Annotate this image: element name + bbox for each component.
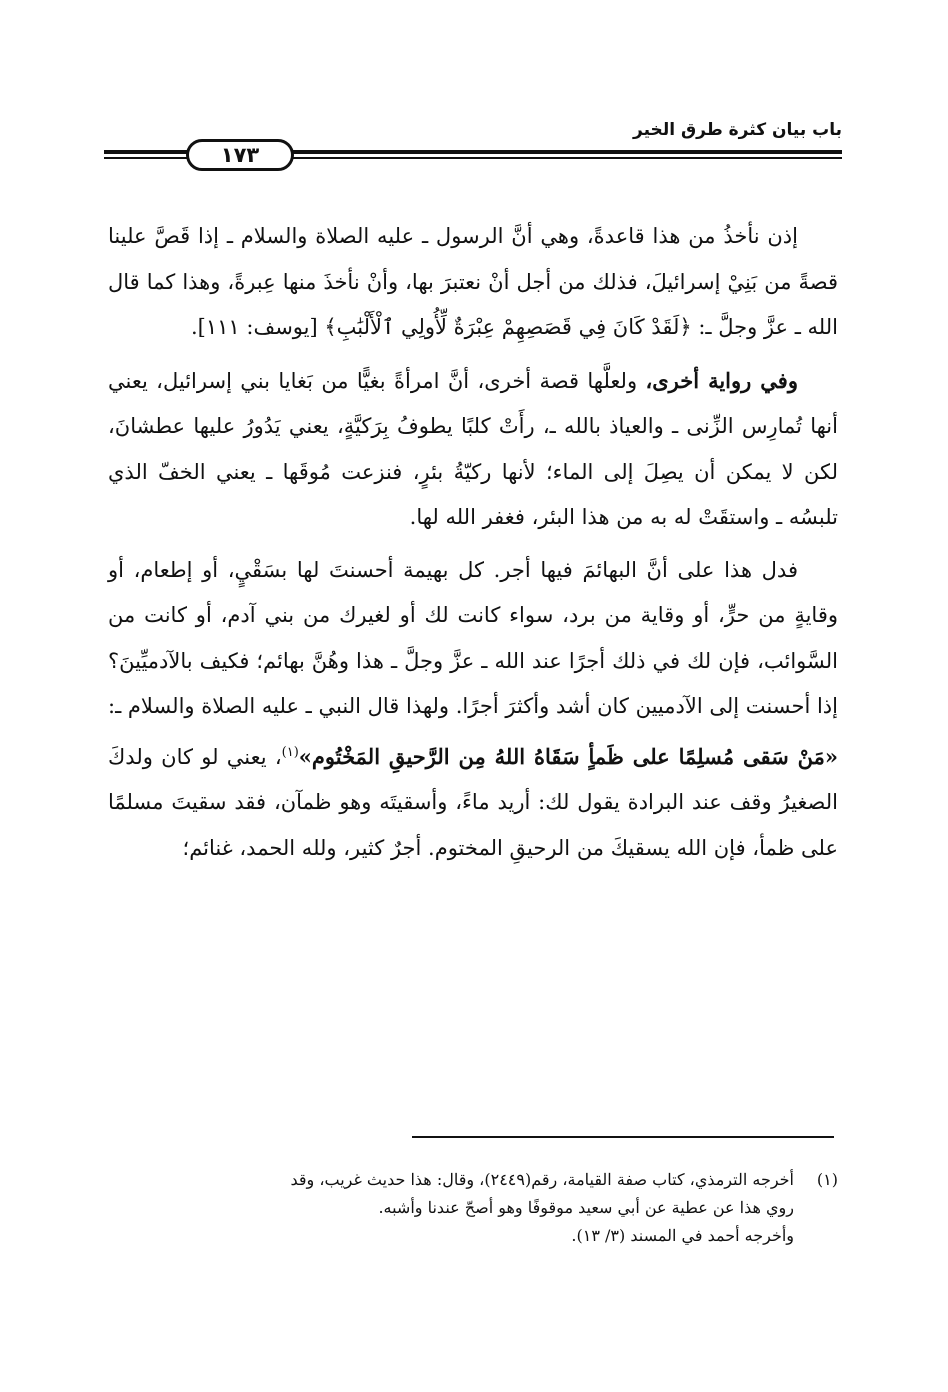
footnote-1-line-3: وأخرجه أحمد في المسند (٣/ ١٣). [571,1226,794,1245]
footnote-separator [412,1136,834,1138]
paragraph-1: إذن نأخذُ من هذا قاعدةً، وهي أنَّ الرسول ـ عليه الصلاة والسلام ـ إذا قَصَّ علينا قصةً من بَنِيْ إسرائيلَ، فذلك من أجل أنْ نعتبرَ بها، وأنْ نأخذَ منها عِبرةً، وهذا كما قال الله ـ عزَّ وجلَّ ـ: ﴿لَقَدْ كَانَ فِي قَصَصِهِمْ عِبْرَةٌ لِّأُولِي ٱلْأَلْبَٰبِ﴾ [يوسف: ١١١]. [108,224,838,339]
main-text [108,214,838,871]
running-title: باب بيان كثرة طرق الخير [633,120,842,140]
page-number-badge: ١٧٣ [186,139,294,171]
footnote-1-line-1 [108,1166,838,1194]
paragraph-2-text: ولعلَّها قصة أخرى، أنَّ امرأةً بغيًّا من بَغايا بني إسرائيل، يعني أنها تُمارِس الزِّنى ـ والعياذ بالله ـ، رأَتْ كلبًا يطوفُ بِرَكيَّةٍ، يعني يَدُورُ عليها عطشانَ، لكن لا يمكن أن يصِلَ إلى الماء؛ لأنها ركيّةُ بئرٍ، فنزعت مُوقَها ـ يعني الخفّ الذي تلبسُه ـ واستقَتْ له به من هذا البئر، فغفر الله لها. [108,368,838,529]
paragraph-3-text-b: ، يعني لو كان ولدكَ الصغيرُ وقف عند البرادة يقول لك: أريد ماءً، وأسقيتَه وهو ظمآن، فقد سقيتَ مسلمًا على ظمأ، فإن الله يسقيكَ من الرحيقِ المختوم. أجرٌ كثير، ولله الحمد، غنائم؛ [108,744,838,860]
footnote-1-number: (١) [816,1170,838,1189]
page-header [104,118,842,178]
hadith-quote: «مَنْ سَقى مُسلِمًا على ظَمأٍ سَقَاهُ اللهُ مِن الرَّحيقِ المَخْتُوم» [298,743,838,769]
paragraph-2-lead: وفي رواية أخرى، [645,367,798,393]
footnote-1-line-2: روي هذا عن عطية عن أبي سعيد موقوفًا وهو أصحّ عندنا وأشبه. [378,1198,794,1217]
footnotes [108,1166,838,1250]
footnote-1-text-1: أخرجه الترمذي، كتاب صفة القيامة، رقم(٢٤٤٩)، وقال: هذا حديث غريب، وقد [290,1170,794,1189]
paragraph-2 [108,358,838,541]
paragraph-3 [108,548,838,872]
paragraph-3-text-a: فدل هذا على أنَّ البهائمَ فيها أجر. كل بهيمة أحسنتَ لها بسَقْيٍ، أو إطعام، أو وقايةٍ من حرٍّ، أو وقاية من برد، سواء كانت لك أو لغيرك من بني آدم، أو كانت من السَّوائب، فإن لك في ذلك أجرًا عند الله ـ عزَّ وجلَّ ـ هذا وهُنَّ بهائم؛ فكيف بالآدميِّينَ؟ إذا أحسنت إلى الآدميين كان أشد وأكثرَ أجرًا. ولهذا قال النبي ـ عليه الصلاة والسلام ـ: [108,557,838,718]
footnote-ref-1[interactable]: (١) [281,744,299,760]
